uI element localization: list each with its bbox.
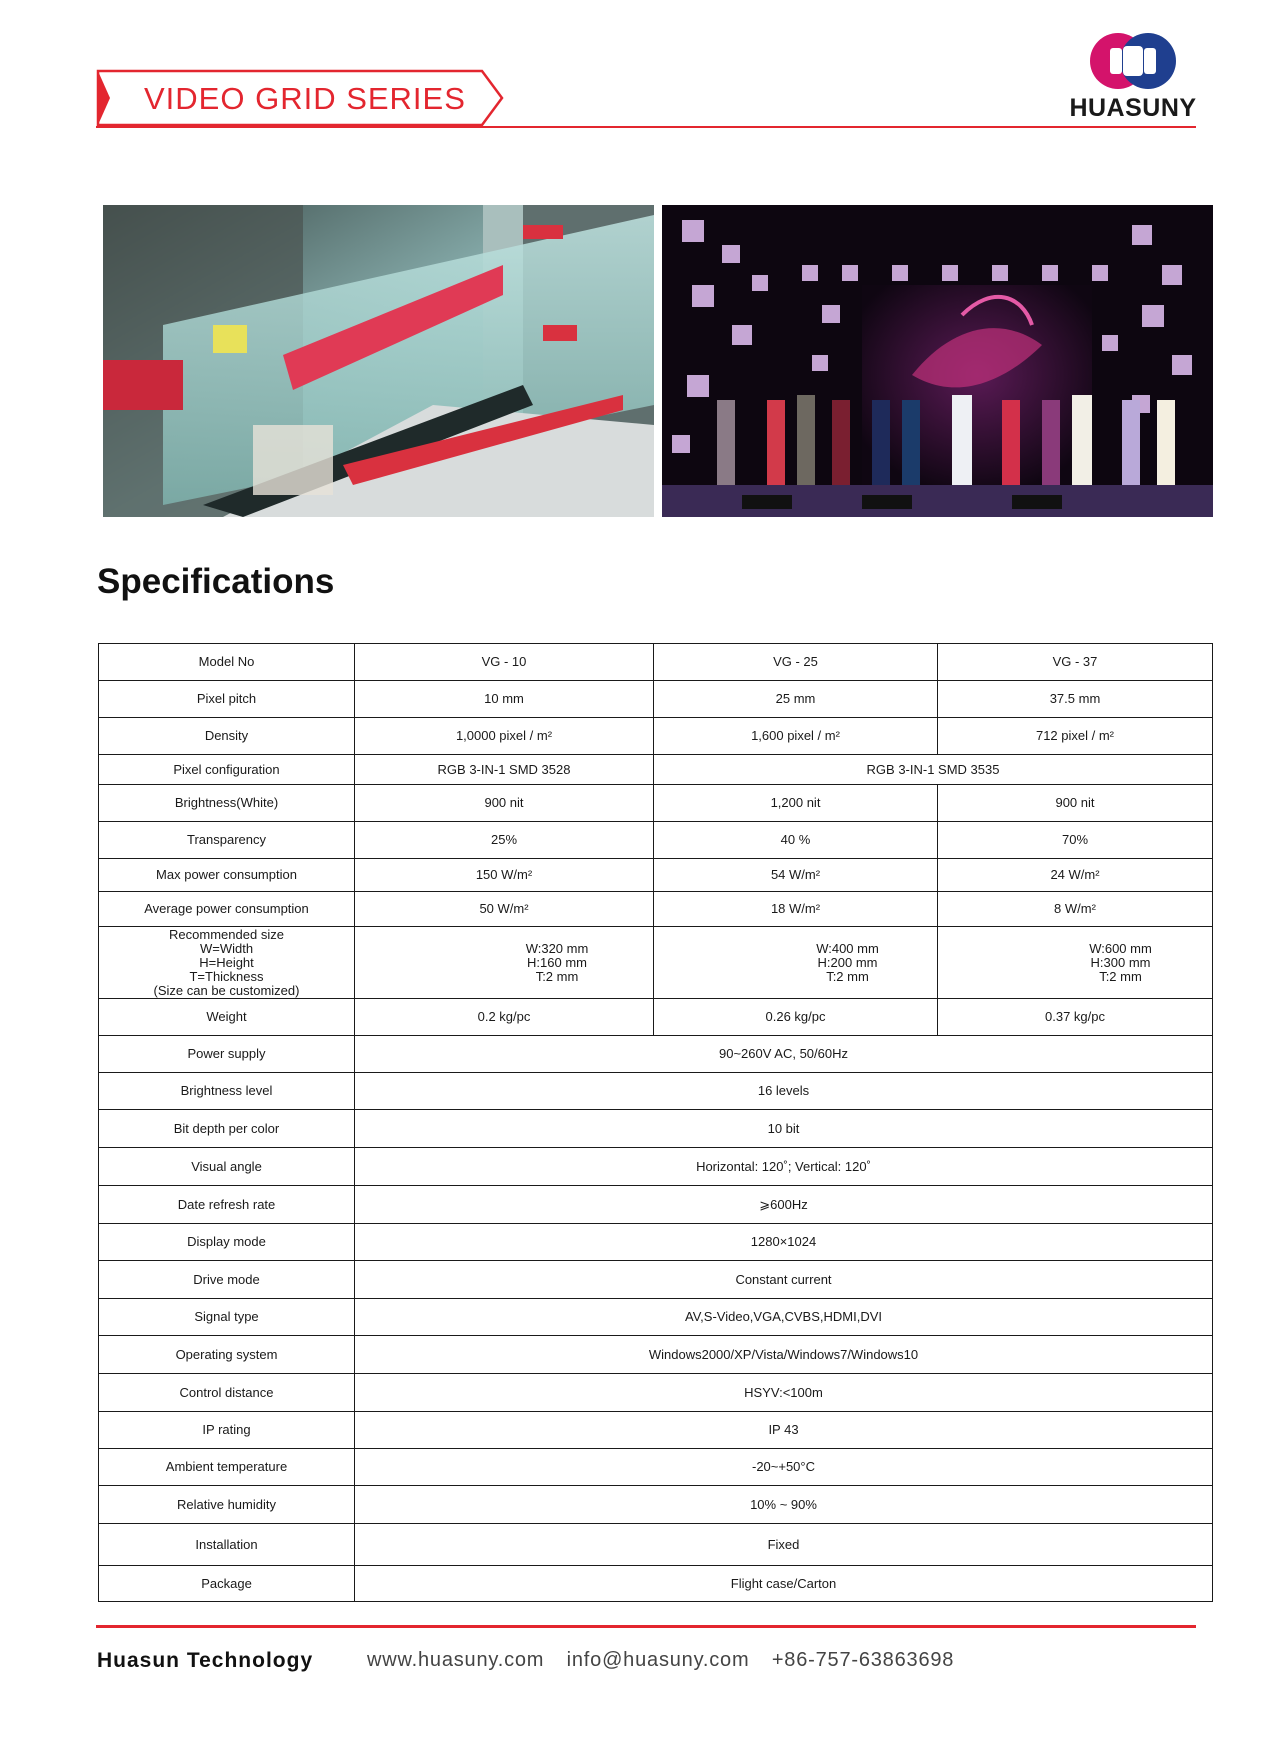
footer-contact [367, 1649, 970, 1672]
spec-value: 54 W/m² [654, 859, 938, 892]
spec-value: 40 % [654, 822, 938, 859]
spec-label: IP rating [99, 1412, 355, 1449]
spec-value: 10% ~ 90% [355, 1486, 1213, 1524]
table-row [99, 859, 1213, 892]
table-row [99, 1412, 1213, 1449]
spec-value: 10 mm [355, 681, 654, 718]
table-row [99, 644, 1213, 681]
table-row [99, 1036, 1213, 1073]
table-row [99, 785, 1213, 822]
spec-label: Brightness(White) [99, 785, 355, 822]
footer-website[interactable]: www.huasuny.com [367, 1649, 545, 1671]
table-row [99, 999, 1213, 1036]
spec-value: 1,200 nit [654, 785, 938, 822]
table-row [99, 1110, 1213, 1148]
spec-label: Relative humidity [99, 1486, 355, 1524]
spec-value: 25% [355, 822, 654, 859]
spec-label: Display mode [99, 1224, 355, 1261]
brand-name: HUASUNY [1069, 94, 1197, 122]
spec-value: 900 nit [355, 785, 654, 822]
table-row [99, 1486, 1213, 1524]
spec-value: 1,600 pixel / m² [654, 718, 938, 755]
spec-value: IP 43 [355, 1412, 1213, 1449]
spec-label: Brightness level [99, 1073, 355, 1110]
spec-value: Constant current [355, 1261, 1213, 1299]
spec-value: Windows2000/XP/Vista/Windows7/Windows10 [355, 1336, 1213, 1374]
spec-value: 8 W/m² [938, 892, 1213, 927]
spec-label: Visual angle [99, 1148, 355, 1186]
footer-company-name: Huasun Technology [97, 1649, 314, 1672]
spec-value: 1,0000 pixel / m² [355, 718, 654, 755]
spec-value: -20~+50°C [355, 1449, 1213, 1486]
table-row [99, 718, 1213, 755]
spec-label: Model No [99, 644, 355, 681]
table-row [99, 1148, 1213, 1186]
footer-divider [96, 1625, 1196, 1628]
table-row [99, 1374, 1213, 1412]
spec-value: VG - 25 [654, 644, 938, 681]
brand-logo [1068, 30, 1198, 122]
spec-value: 0.37 kg/pc [938, 999, 1213, 1036]
brand-logo-icon [1068, 30, 1198, 94]
spec-label: Transparency [99, 822, 355, 859]
spec-value: 712 pixel / m² [938, 718, 1213, 755]
table-row [99, 1336, 1213, 1374]
table-row [99, 1261, 1213, 1299]
stage-led-screen-photo [662, 205, 1213, 517]
spec-value: 1280×1024 [355, 1224, 1213, 1261]
spec-label: Pixel pitch [99, 681, 355, 718]
footer-phone: +86-757-63863698 [771, 1649, 955, 1671]
spec-label: Recommended size W=Width H=Height T=Thickness (Size can be customized) [99, 927, 355, 999]
spec-value: VG - 37 [938, 644, 1213, 681]
spec-label: Drive mode [99, 1261, 355, 1299]
footer-email[interactable]: info@huasuny.com [566, 1649, 750, 1671]
spec-value: 24 W/m² [938, 859, 1213, 892]
table-row [99, 892, 1213, 927]
spec-value: HSYV:<100m [355, 1374, 1213, 1412]
spec-value: 10 bit [355, 1110, 1213, 1148]
spec-label: Pixel configuration [99, 755, 355, 785]
series-banner [96, 69, 506, 127]
specifications-table [98, 643, 1213, 1602]
shopping-mall-escalator-photo [103, 205, 654, 517]
table-row [99, 822, 1213, 859]
spec-value: 900 nit [938, 785, 1213, 822]
spec-value: W:600 mm H:300 mm T:2 mm [938, 927, 1213, 999]
spec-value: 90~260V AC, 50/60Hz [355, 1036, 1213, 1073]
spec-label: Density [99, 718, 355, 755]
spec-value: W:400 mm H:200 mm T:2 mm [654, 927, 938, 999]
spec-label: Bit depth per color [99, 1110, 355, 1148]
table-row [99, 681, 1213, 718]
spec-value: 16 levels [355, 1073, 1213, 1110]
spec-label: Signal type [99, 1299, 355, 1336]
table-row [99, 1566, 1213, 1602]
spec-value: Horizontal: 120˚; Vertical: 120˚ [355, 1148, 1213, 1186]
table-row [99, 1299, 1213, 1336]
spec-value: AV,S-Video,VGA,CVBS,HDMI,DVI [355, 1299, 1213, 1336]
table-row [99, 1224, 1213, 1261]
spec-label: Control distance [99, 1374, 355, 1412]
spec-value: Flight case/Carton [355, 1566, 1213, 1602]
spec-label: Operating system [99, 1336, 355, 1374]
spec-value: 0.2 kg/pc [355, 999, 654, 1036]
spec-value: 150 W/m² [355, 859, 654, 892]
spec-value: VG - 10 [355, 644, 654, 681]
spec-value: 25 mm [654, 681, 938, 718]
table-row [99, 755, 1213, 785]
spec-label: Power supply [99, 1036, 355, 1073]
spec-value: W:320 mm H:160 mm T:2 mm [355, 927, 654, 999]
spec-value: RGB 3-IN-1 SMD 3535 [654, 755, 1213, 785]
table-row [99, 1073, 1213, 1110]
spec-value: RGB 3-IN-1 SMD 3528 [355, 755, 654, 785]
table-row [99, 1524, 1213, 1566]
spec-label: Weight [99, 999, 355, 1036]
spec-value: 50 W/m² [355, 892, 654, 927]
spec-value: ⩾600Hz [355, 1186, 1213, 1224]
spec-value: 37.5 mm [938, 681, 1213, 718]
header-divider [96, 126, 1196, 128]
spec-value: 0.26 kg/pc [654, 999, 938, 1036]
spec-value: Fixed [355, 1524, 1213, 1566]
spec-label: Package [99, 1566, 355, 1602]
spec-value: 18 W/m² [654, 892, 938, 927]
spec-label: Installation [99, 1524, 355, 1566]
spec-value: 70% [938, 822, 1213, 859]
table-row [99, 927, 1213, 999]
spec-label: Ambient temperature [99, 1449, 355, 1486]
table-row [99, 1449, 1213, 1486]
table-row [99, 1186, 1213, 1224]
spec-label: Max power consumption [99, 859, 355, 892]
spec-label: Date refresh rate [99, 1186, 355, 1224]
spec-label: Average power consumption [99, 892, 355, 927]
specifications-title: Specifications [97, 562, 335, 601]
series-title: VIDEO GRID SERIES [144, 81, 466, 116]
